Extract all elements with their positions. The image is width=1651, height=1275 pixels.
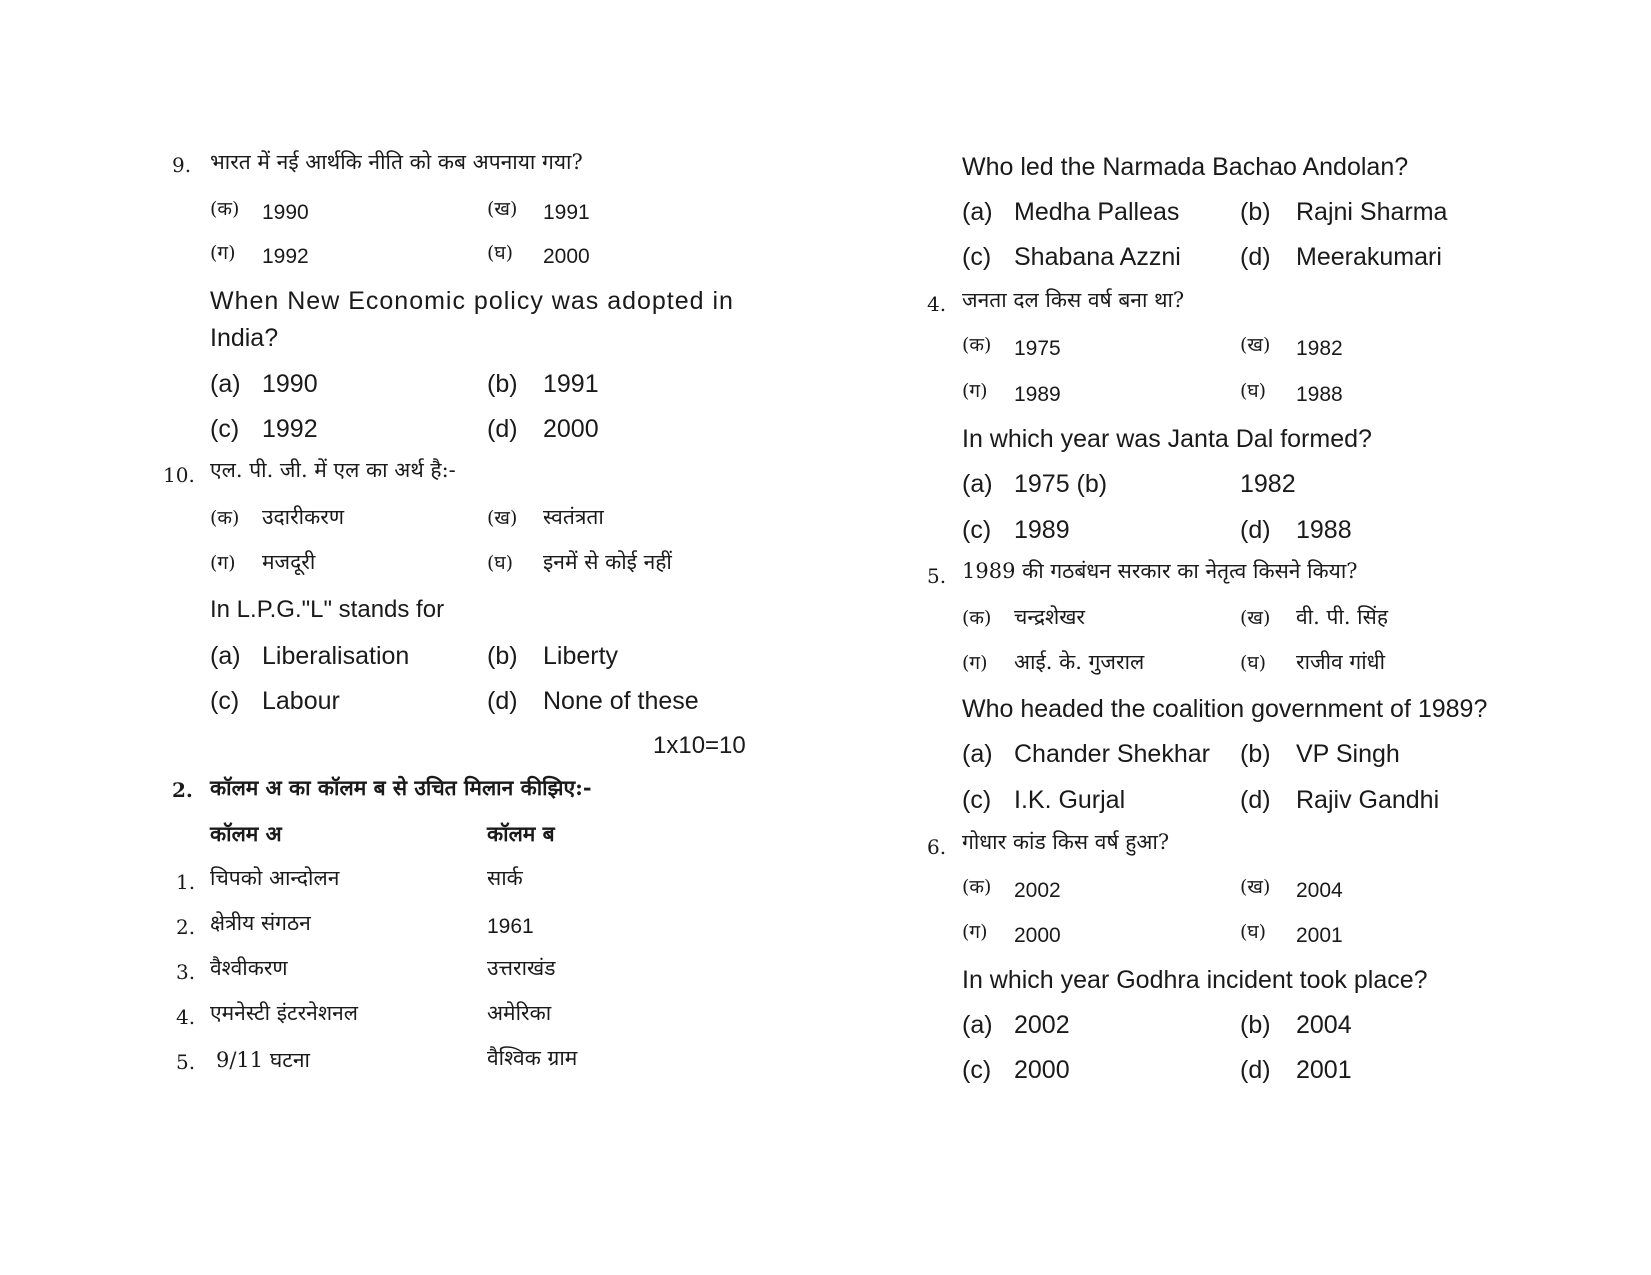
option-label: (ख) (1240, 607, 1271, 629)
row-number: 3. (176, 960, 196, 984)
column-a-item: चिपको आन्दोलन (210, 866, 340, 890)
option-value: वी. पी. सिंह (1296, 605, 1388, 629)
option-value: 1989 (1014, 383, 1061, 406)
option-label: (b) (1240, 1011, 1271, 1039)
option-value: 1975 (b) (1014, 470, 1108, 498)
option-value: 2000 (543, 415, 599, 443)
row-number: 5. (176, 1050, 196, 1074)
option-value: 2000 (1014, 924, 1061, 947)
option-value: इनमें से कोई नहीं (543, 550, 672, 574)
question-english: In which year Godhra incident took place? (962, 966, 1428, 994)
option-label: (क) (962, 876, 992, 898)
option-label: (घ) (487, 242, 514, 264)
option-value: चन्द्रशेखर (1014, 605, 1086, 629)
question-hindi: भारत में नई आर्थकि नीति को कब अपनाया गया? (210, 150, 583, 174)
option-value: 1992 (262, 245, 309, 268)
option-value: Rajni Sharma (1296, 198, 1448, 226)
column-b-item: सार्क (487, 866, 523, 890)
option-value: 2002 (1014, 1011, 1070, 1039)
option-label: (a) (962, 740, 993, 768)
option-value: 1990 (262, 370, 318, 398)
question-number: 10. (163, 463, 195, 487)
option-value: Meerakumari (1296, 243, 1442, 271)
option-value: 1990 (262, 201, 309, 224)
row-number: 1. (176, 870, 196, 894)
row-number: 4. (176, 1005, 196, 1029)
option-label: (c) (962, 243, 992, 271)
option-label: (क) (210, 507, 240, 529)
option-label: (b) (1240, 740, 1271, 768)
question-english-cont: India? (210, 324, 279, 352)
option-label: (ख) (1240, 876, 1271, 898)
option-label: (घ) (1240, 652, 1267, 674)
option-value: 1988 (1296, 516, 1352, 544)
column-a-item: वैश्वीकरण (210, 956, 288, 980)
question-english: Who headed the coalition government of 1989? (962, 695, 1488, 723)
option-label: (घ) (1240, 380, 1267, 402)
row-number: 2. (176, 915, 196, 939)
column-b-header: कॉलम ब (487, 821, 555, 846)
option-label: (d) (1240, 243, 1271, 271)
option-value: आई. के. गुजराल (1014, 650, 1145, 674)
option-value: Medha Palleas (1014, 198, 1180, 226)
question-number: 6. (927, 835, 947, 859)
option-value: 2002 (1014, 879, 1061, 902)
option-value: None of these (543, 687, 699, 715)
column-b-item: वैश्विक ग्राम (487, 1046, 578, 1070)
option-value: 1988 (1296, 383, 1343, 406)
option-label: (c) (210, 415, 240, 443)
option-value: 2001 (1296, 924, 1343, 947)
option-label: (c) (962, 516, 992, 544)
option-label: (d) (487, 687, 518, 715)
option-label: (ख) (1240, 334, 1271, 356)
option-label: (क) (962, 334, 992, 356)
option-label: (ख) (487, 507, 518, 529)
question-english: In L.P.G."L" stands for (210, 596, 445, 623)
question-hindi: एल. पी. जी. में एल का अर्थ है:- (210, 458, 456, 482)
option-value: 1992 (262, 415, 318, 443)
option-value: 1975 (1014, 337, 1061, 360)
option-label: (घ) (487, 552, 514, 574)
option-label: (a) (962, 198, 993, 226)
option-value: Rajiv Gandhi (1296, 786, 1440, 814)
option-value: 2000 (1014, 1056, 1070, 1084)
option-label: (c) (962, 1056, 992, 1084)
option-value: Chander Shekhar (1014, 740, 1210, 768)
option-label: (d) (487, 415, 518, 443)
option-value: 2001 (1296, 1056, 1352, 1084)
question-number: 4. (927, 292, 947, 316)
option-label: (b) (1240, 198, 1271, 226)
question-english: When New Economic policy was adopted in (210, 287, 734, 315)
option-value: 1991 (543, 370, 599, 398)
option-label: (क) (962, 607, 992, 629)
option-value: Liberty (543, 642, 619, 670)
option-label: (c) (210, 687, 240, 715)
question-english: Who led the Narmada Bachao Andolan? (962, 153, 1409, 181)
option-label: (घ) (1240, 921, 1267, 943)
question-number: 9. (172, 153, 192, 177)
option-label: (d) (1240, 1056, 1271, 1084)
option-label: (a) (210, 370, 241, 398)
column-a-header: कॉलम अ (210, 821, 282, 846)
column-a-item: क्षेत्रीय संगठन (210, 911, 311, 935)
option-value: उदारीकरण (262, 505, 345, 529)
option-label: (c) (962, 786, 992, 814)
column-b-item: उत्तराखंड (487, 956, 556, 980)
question-hindi: कॉलम अ का कॉलम ब से उचित मिलान कीझिए:- (210, 775, 592, 800)
question-english: In which year was Janta Dal formed? (962, 425, 1372, 453)
option-label: (क) (210, 198, 240, 220)
option-value: मजदूरी (262, 550, 316, 574)
option-value: स्वतंत्रता (543, 505, 604, 529)
column-a-item: 9/11 घटना (216, 1048, 310, 1072)
question-number: 5. (927, 564, 947, 588)
option-value: 1982 (1240, 470, 1296, 498)
option-label: (ग) (962, 380, 988, 402)
option-value: राजीव गांधी (1296, 650, 1386, 674)
option-label: (a) (962, 470, 993, 498)
column-b-item: अमेरिका (487, 1001, 552, 1025)
option-value: Liberalisation (262, 642, 410, 670)
option-label: (b) (487, 642, 518, 670)
option-label: (ग) (962, 921, 988, 943)
question-hindi: गोधार कांड किस वर्ष हुआ? (962, 830, 1170, 854)
option-label: (ख) (487, 198, 518, 220)
option-label: (b) (487, 370, 518, 398)
option-value: 1989 (1014, 516, 1070, 544)
option-value: 1982 (1296, 337, 1343, 360)
option-label: (ग) (210, 242, 236, 264)
question-number: 2. (172, 778, 193, 802)
option-label: (ग) (210, 552, 236, 574)
option-label: (d) (1240, 516, 1271, 544)
option-label: (ग) (962, 652, 988, 674)
question-hindi: 1989 की गठबंधन सरकार का नेतृत्व किसने किया? (962, 559, 1358, 583)
option-label: (a) (962, 1011, 993, 1039)
option-value: 2000 (543, 245, 590, 268)
option-value: 2004 (1296, 879, 1343, 902)
question-hindi: जनता दल किस वर्ष बना था? (962, 288, 1185, 312)
option-label: (d) (1240, 786, 1271, 814)
option-value: VP Singh (1296, 740, 1400, 768)
option-value: 2004 (1296, 1011, 1352, 1039)
option-value: 1991 (543, 201, 590, 224)
option-value: Labour (262, 687, 340, 715)
column-b-item: 1961 (487, 915, 534, 938)
option-label: (a) (210, 642, 241, 670)
marks-allocation: 1x10=10 (653, 732, 746, 759)
option-value: Shabana Azzni (1014, 243, 1181, 271)
option-value: I.K. Gurjal (1014, 786, 1126, 814)
column-a-item: एमनेस्टी इंटरनेशनल (210, 1001, 359, 1025)
